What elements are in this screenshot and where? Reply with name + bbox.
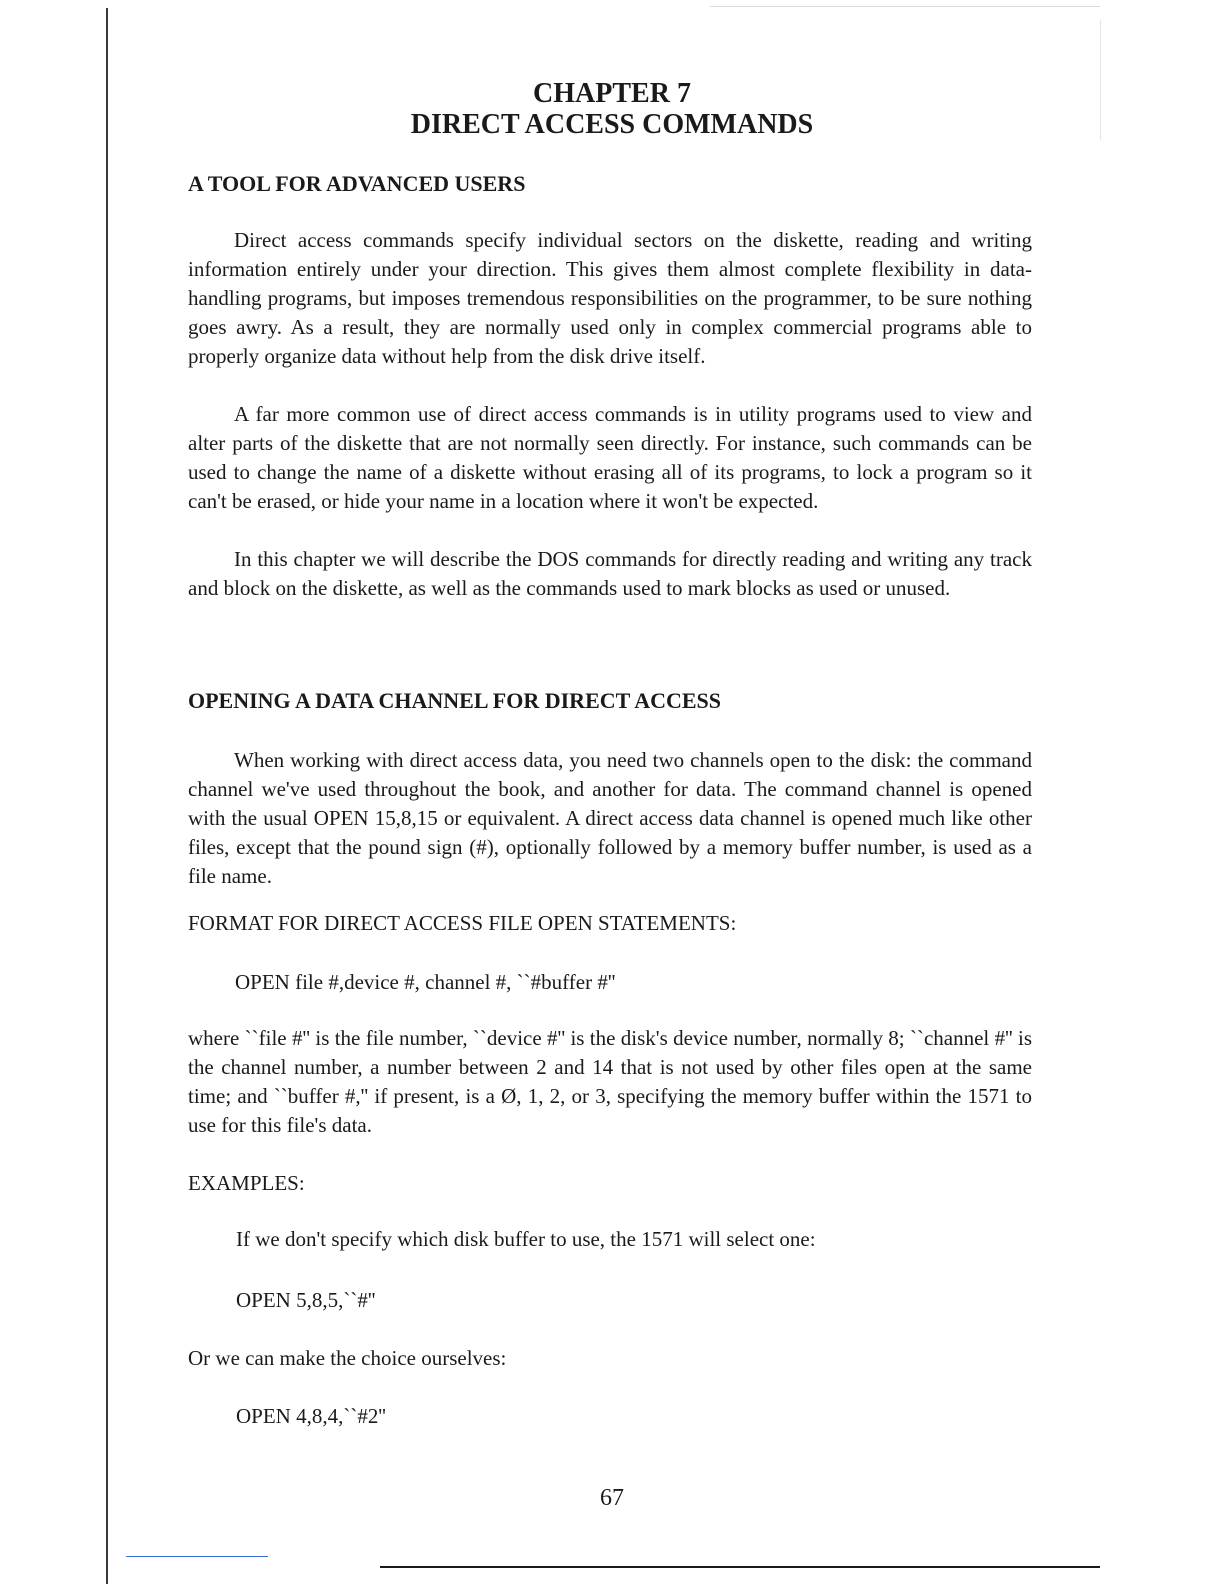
paragraph: Direct access commands specify individual sectors on the diskette, reading and writing information entirely under your direction. This gives them almost complete flexibility in data-handling programs, but imposes tremendous responsibilities on the programmer, to be sure nothing goes awry. As a result, they are normally used only in complex commercial programs able to properly organize data without help from the disk drive itself.: [188, 228, 1032, 368]
page-number: 67: [600, 1485, 624, 1511]
bottom-edge-rule: [380, 1566, 1100, 1568]
paragraph: When working with direct access data, you need two channels open to the disk: the command channel we've used throughout the book, and another for data. The command channel is opened with the usual OPEN 15,8,15 or equivalent. A direct access data channel is opened much like other files, except that the pound sign (#), optionally followed by a memory buffer number, is used as a file name.: [188, 748, 1032, 888]
explanation-paragraph: where ``file #'' is the file number, ``device #'' is the disk's device number, normally 8; ``channel #'' is the channel number, a number between 2 and 14 that is not used by other files open at the same time; and ``buffer #,'' if present, is a Ø, 1, 2, or 3, specifying the memory buffer within the 1571 to use for this file's data.: [188, 1026, 1032, 1137]
top-edge-rule: [710, 6, 1100, 7]
paragraph: In this chapter we will describe the DOS commands for directly reading and writing any track and block on the diskette, as well as the commands used to mark blocks as used or unused.: [188, 547, 1032, 600]
format-syntax: OPEN file #,device #, channel #, ``#buffer #'': [235, 970, 616, 994]
example-1-code: OPEN 5,8,5,``#'': [236, 1288, 376, 1312]
example-1-text: If we don't specify which disk buffer to use, the 1571 will select one:: [236, 1227, 816, 1251]
bottom-left-blue-rule: [126, 1556, 268, 1557]
section-heading-tool: A TOOL FOR ADVANCED USERS: [188, 171, 526, 196]
paragraph: A far more common use of direct access commands is in utility programs used to view and alter parts of the diskette that are not normally seen directly. For instance, such commands can be used to change the name of a diskette without erasing all of its programs, to lock a program so it can't be erased, or hide your name in a location where it won't be expected.: [188, 402, 1032, 513]
chapter-number: CHAPTER 7: [533, 78, 691, 109]
format-label: FORMAT FOR DIRECT ACCESS FILE OPEN STATEMENTS:: [188, 911, 737, 935]
chapter-title: DIRECT ACCESS COMMANDS: [410, 109, 814, 140]
example-2-code: OPEN 4,8,4,``#2'': [236, 1404, 386, 1428]
example-2-text: Or we can make the choice ourselves:: [188, 1346, 507, 1370]
section-heading-opening: OPENING A DATA CHANNEL FOR DIRECT ACCESS: [188, 688, 721, 713]
left-binding-rule: [106, 8, 108, 1584]
examples-label: EXAMPLES:: [188, 1171, 305, 1195]
